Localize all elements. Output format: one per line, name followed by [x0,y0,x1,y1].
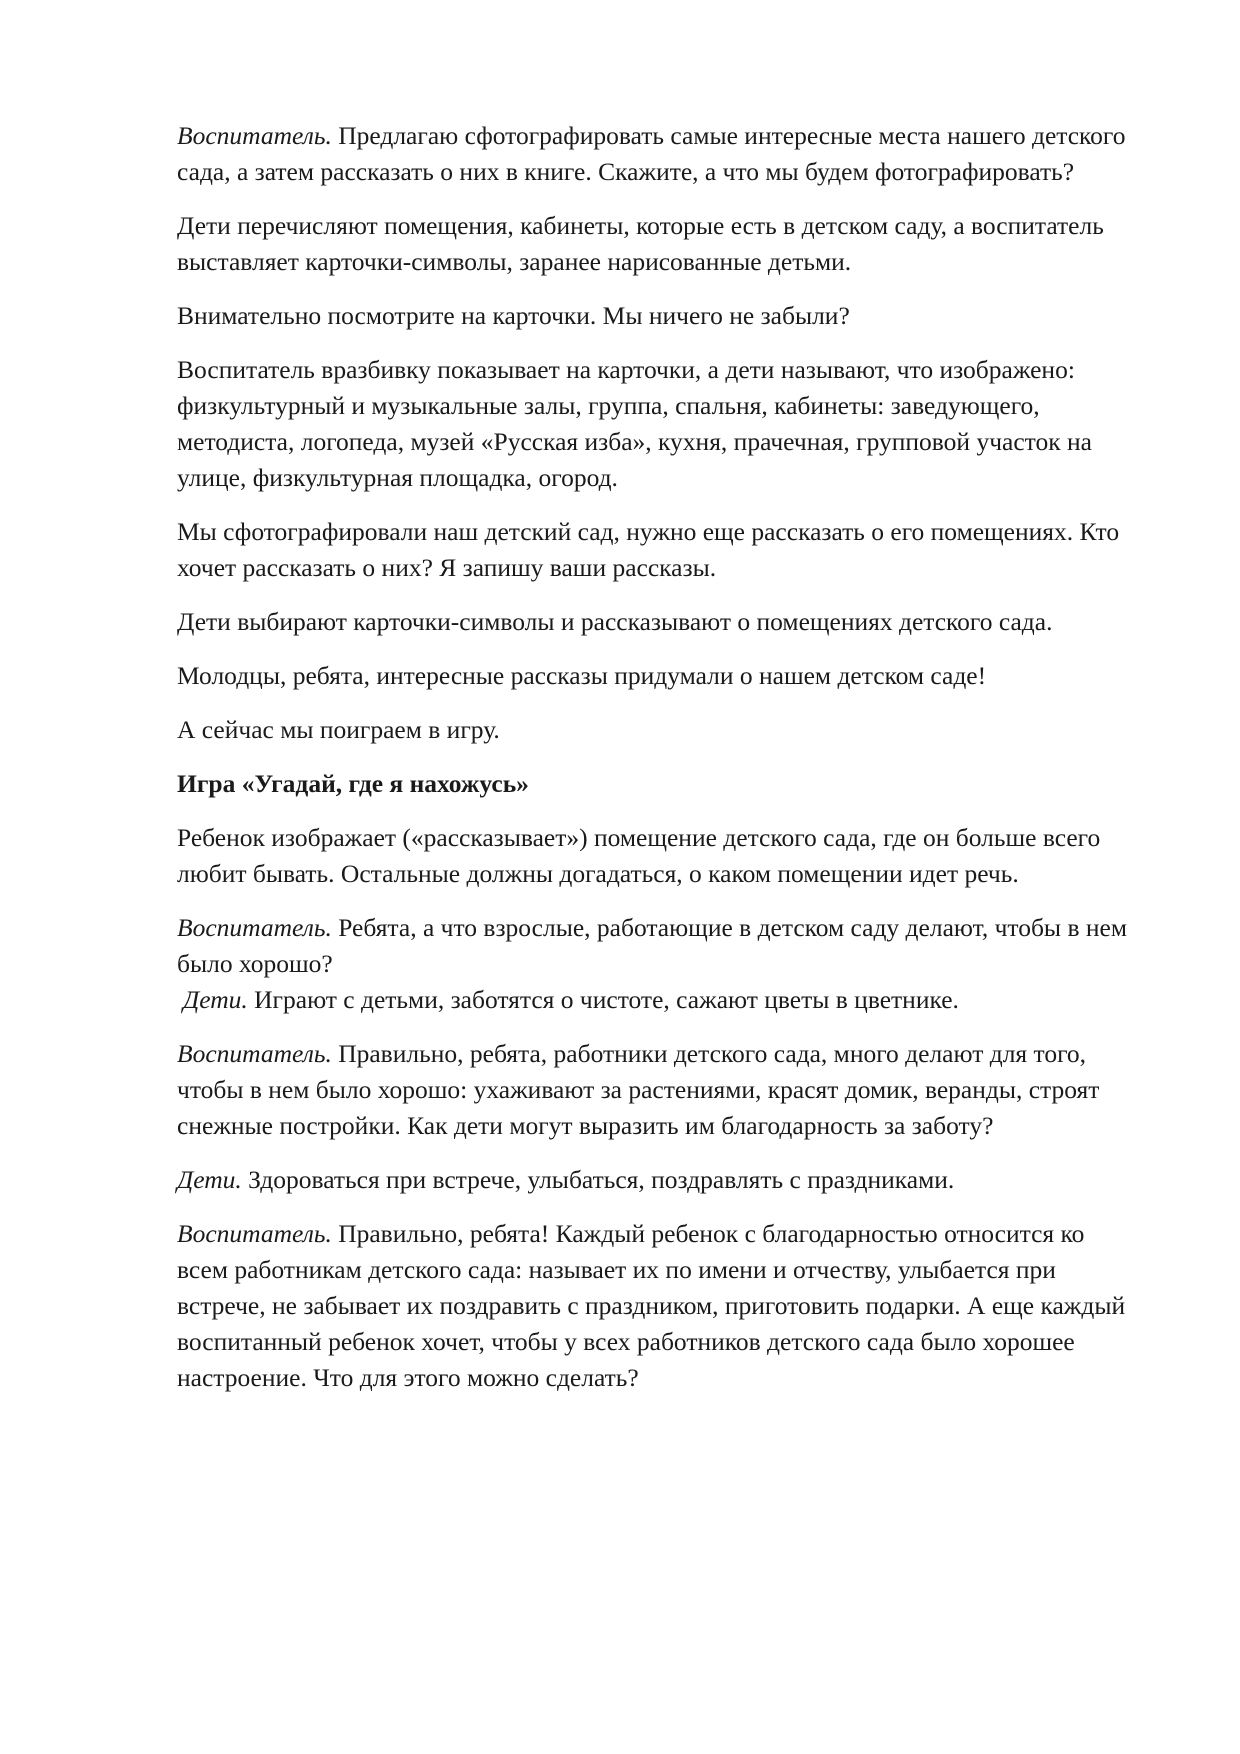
speaker-label: Воспитатель. [177,1039,332,1068]
paragraph-text: Предлагаю сфотографировать самые интересные места нашего детского сада, а затем рассказать о них в книге. Скажите, а что мы будем фотографировать? [177,121,1126,186]
game-heading: Игра «Угадай, где я нахожусь» [177,769,529,798]
paragraph-teacher-proposal [177,118,1137,190]
speaker-label: Воспитатель. [177,1219,332,1248]
paragraph-children-choose: Дети выбирают карточки-символы и рассказывают о помещениях детского сада. [177,607,1053,636]
paragraph-children-greet [177,1162,1137,1198]
paragraph-teacher-gratitude [177,1216,1137,1396]
paragraph-photographed: Мы сфотографировали наш детский сад, нужно еще рассказать о его помещениях. Кто хочет рассказать о них? Я запишу ваши рассказы. [177,517,1120,582]
paragraph-text: Правильно, ребята, работники детского сада, много делают для того, чтобы в нем было хорошо: ухаживают за растениями, красят домик, веранды, строят снежные постройки. Как дети могут выразить им благодарность за заботу? [177,1039,1100,1140]
paragraph-cards-description: Воспитатель вразбивку показывает на карточки, а дети называют, что изображено: физкультурный и музыкальные залы, группа, спальня, кабинеты: заведующего, методиста, логопеда, музей «Русская изба», кухня, прачечная, групповой участок на улице, физкультурная площадка, огород. [177,355,1092,492]
paragraph-game-description: Ребенок изображает («рассказывает») помещение детского сада, где он больше всего любит бывать. Остальные должны догадаться, о каком помещении идет речь. [177,823,1101,888]
paragraph-text: Ребята, а что взрослые, работающие в детском саду делают, чтобы в нем было хорошо? [177,913,1127,978]
paragraph-text: Здороваться при встрече, улыбаться, поздравлять с праздниками. [241,1165,955,1194]
speaker-label: Дети. [177,1165,242,1194]
paragraph-children-list: Дети перечисляют помещения, кабинеты, которые есть в детском саду, а воспитатель выставляет карточки-символы, заранее нарисованные детьми. [177,211,1104,276]
speaker-label: Воспитатель. [177,913,332,942]
paragraph-teacher-workers [177,1036,1137,1144]
paragraph-text: Правильно, ребята! Каждый ребенок с благодарностью относится ко всем работникам детского сада: называет их по имени и отчеству, улыбается при встрече, не забывает их поздравить с праздником, приготовить подарки. А еще каждый воспитанный ребенок хочет, чтобы у всех работников детского сада было хорошее настроение. Что для этого можно сделать? [177,1219,1126,1392]
paragraph-teacher-question [177,910,1137,982]
speaker-label: Воспитатель. [177,121,332,150]
speaker-label: Дети. [183,985,248,1014]
paragraph-look-cards: Внимательно посмотрите на карточки. Мы ничего не забыли? [177,301,850,330]
document-page [177,118,1137,1414]
paragraph-play-game: А сейчас мы поиграем в игру. [177,715,500,744]
paragraph-well-done: Молодцы, ребята, интересные рассказы придумали о нашем детском саде! [177,661,987,690]
paragraph-children-answer [177,982,1137,1018]
paragraph-text: Играют с детьми, заботятся о чистоте, сажают цветы в цветнике. [247,985,959,1014]
